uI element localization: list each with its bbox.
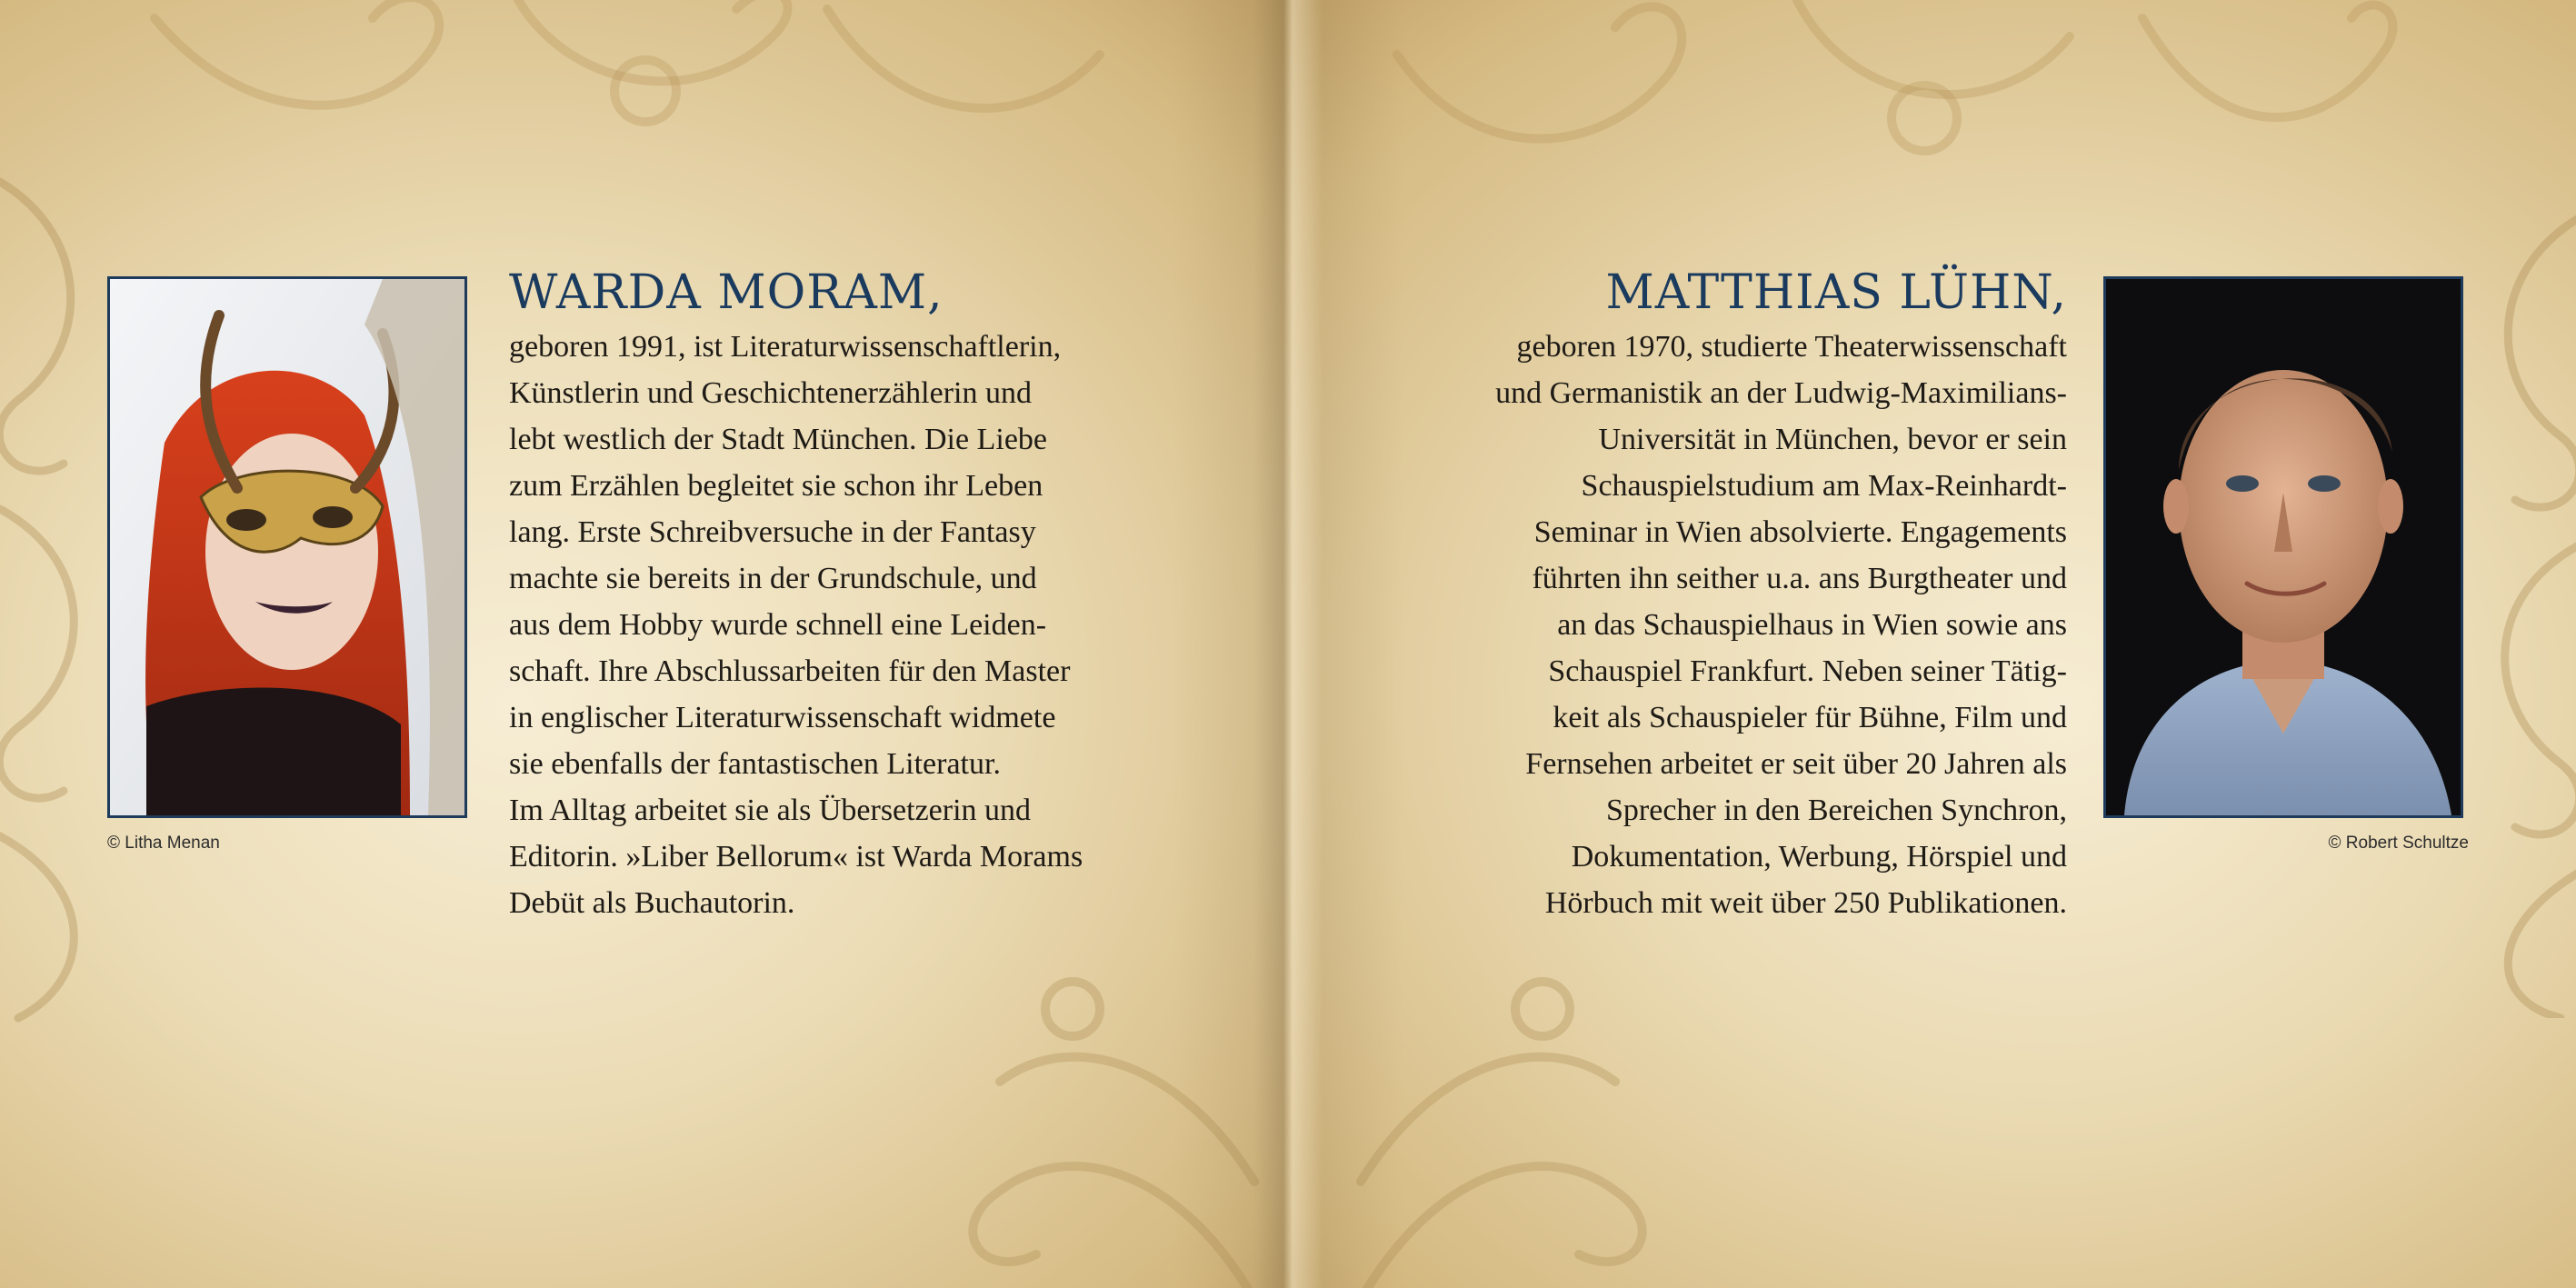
author-name-heading: MATTHIAS LÜHN, <box>1605 265 2067 320</box>
bio-line: in englischer Literaturwissenschaft widmete <box>509 701 1056 734</box>
bio-line: lang. Erste Schreibversuche in der Fantasy <box>509 515 1036 549</box>
flourish-ornament-left-edge <box>0 164 109 1027</box>
author-photo-matthias-luehn <box>2103 276 2463 818</box>
flourish-ornament-right-edge <box>2470 200 2576 1018</box>
bio-text <box>509 324 1163 926</box>
bio-line: Universität in München, bevor er sein <box>1598 423 2067 456</box>
bio-line: geboren 1991, ist Literaturwissenschaftlerin, <box>509 330 1062 364</box>
bio-line: Fernsehen arbeitet er seit über 20 Jahren als <box>1525 747 2067 781</box>
bio-line: sie ebenfalls der fantastischen Literatur. <box>509 747 1001 781</box>
bio-line: und Germanistik an der Ludwig-Maximilians- <box>1495 376 2067 410</box>
author-name-heading: WARDA MORAM, <box>509 265 944 320</box>
bio-line: führten ihn seither u.a. ans Burgtheater und <box>1532 562 2067 595</box>
bio-line: Schauspiel Frankfurt. Neben seiner Tätig- <box>1548 654 2067 688</box>
bio-text <box>1413 324 2067 926</box>
flourish-ornament-bottom-left <box>800 954 1273 1288</box>
bio-line: Künstlerin und Geschichtenerzählerin und <box>509 376 1032 410</box>
bio-line: Debüt als Buchautorin. <box>509 886 795 920</box>
bio-line: Dokumentation, Werbung, Hörspiel und <box>1571 840 2067 874</box>
author-bio-left <box>509 262 1163 926</box>
bio-line: aus dem Hobby wurde schnell eine Leiden- <box>509 608 1047 642</box>
bio-line: Editorin. »Liber Bellorum« ist Warda Morams <box>509 840 1083 874</box>
bio-line: Seminar in Wien absolvierte. Engagements <box>1533 515 2067 549</box>
bio-line: schaft. Ihre Abschlussarbeiten für den Master <box>509 654 1071 688</box>
bio-line: Schauspielstudium am Max-Reinhardt- <box>1581 469 2067 503</box>
flourish-ornament-bottom-right <box>1343 954 1815 1288</box>
bio-line: zum Erzählen begleitet sie schon ihr Leben <box>509 469 1043 503</box>
photo-credit-left: © Litha Menan <box>107 834 220 853</box>
bio-line: lebt westlich der Stadt München. Die Liebe <box>509 423 1047 456</box>
bio-line: Sprecher in den Bereichen Synchron, <box>1606 794 2067 827</box>
author-photo-warda-moram <box>107 276 467 818</box>
photo-credit-right: © Robert Schultze <box>2328 834 2469 853</box>
author-bio-right <box>1413 262 2067 926</box>
flourish-ornament-top-left <box>136 0 1136 218</box>
bio-line: keit als Schauspieler für Bühne, Film und <box>1553 701 2067 734</box>
portrait-masked-woman-image <box>110 279 464 815</box>
bio-line: geboren 1970, studierte Theaterwissenschaft <box>1516 330 2067 364</box>
bio-line: machte sie bereits in der Grundschule, und <box>509 562 1037 595</box>
flourish-ornament-top-right <box>1361 0 2406 236</box>
bio-line: Hörbuch mit weit über 250 Publikationen. <box>1544 886 2067 920</box>
portrait-man-image <box>2106 279 2461 815</box>
right-page <box>1288 0 2576 1288</box>
bio-line: Im Alltag arbeitet sie als Übersetzerin und <box>509 794 1032 827</box>
bio-line: an das Schauspielhaus in Wien sowie ans <box>1557 608 2067 642</box>
